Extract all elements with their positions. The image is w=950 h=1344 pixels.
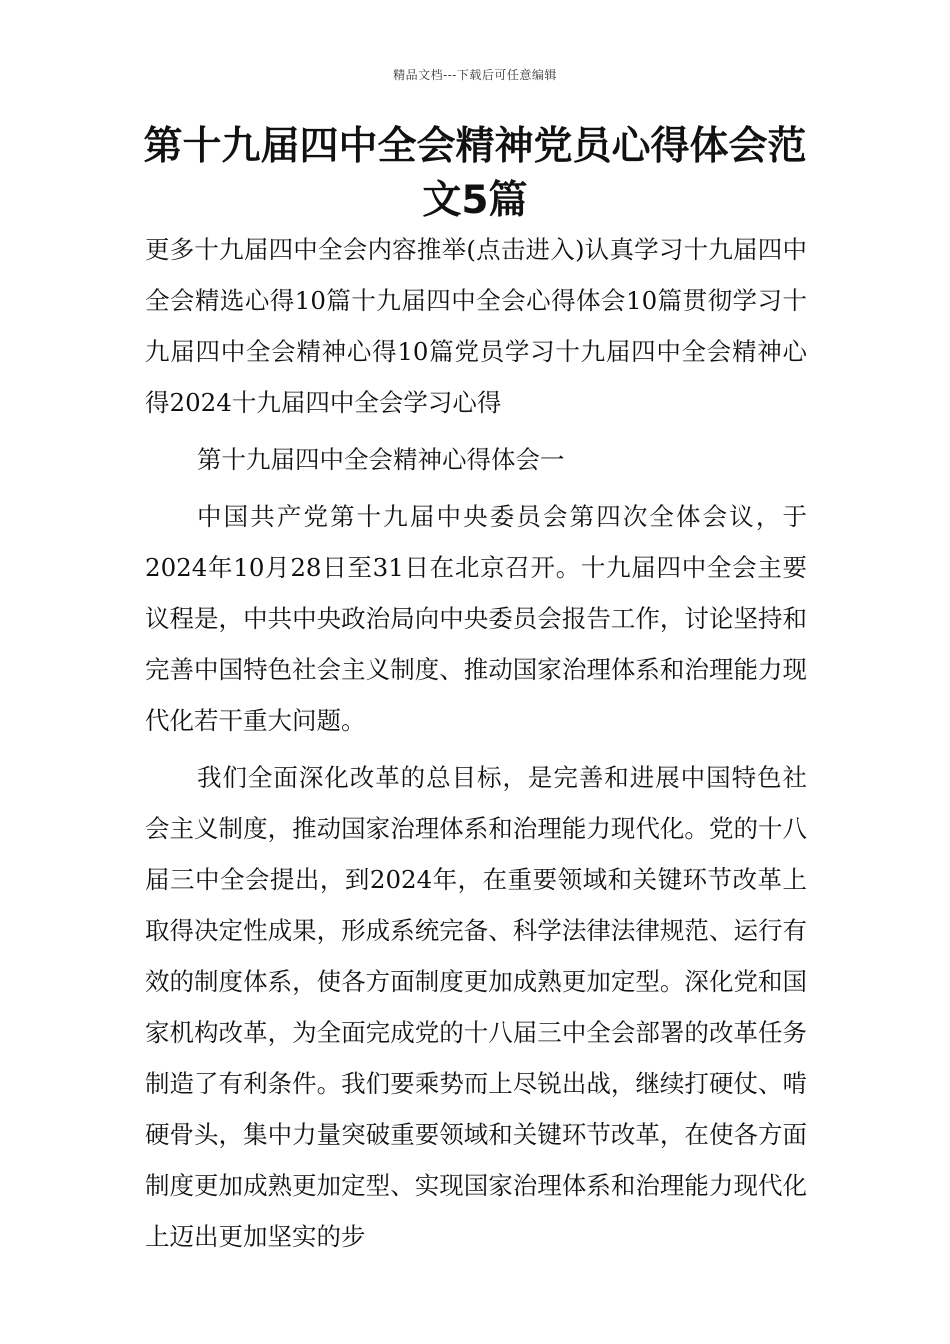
document-body [145, 224, 807, 1262]
body-paragraph: 我们全面深化改革的总目标，是完善和进展中国特色社会主义制度，推动国家治理体系和治理能力现代化。党的十八届三中全会提出，到2024年，在重要领域和关键环节改革上取得决定性成果，形成系统完备、科学法律法律规范、运行有效的制度体系，使各方面制度更加成熟更加定型。深化党和国家机构改革，为全面完成党的十八届三中全会部署的改革任务制造了有利条件。我们要乘势而上尽锐出战，继续打硬仗、啃硬骨头，集中力量突破重要领域和关键环节改革，在使各方面制度更加成熟更加定型、实现国家治理体系和治理能力现代化上迈出更加坚实的步 [145, 763, 807, 1251]
document-title: 第十九届四中全会精神党员心得体会范文5篇 [143, 124, 807, 223]
body-paragraph: 中国共产党第十九届中央委员会第四次全体会议，于2024年10月28日至31日在北京召开。十九届四中全会主要议程是，中共中央政治局向中央委员会报告工作，讨论坚持和完善中国特色社会主义制度、推动国家治理体系和治理能力现代化若干重大问题。 [145, 502, 807, 735]
section-heading: 第十九届四中全会精神心得体会一 [197, 445, 565, 474]
recommendation-paragraph: 更多十九届四中全会内容推举(点击进入)认真学习十九届四中全会精选心得10篇十九届四中全会心得体会10篇贯彻学习十九届四中全会精神心得10篇党员学习十九届四中全会精神心得2024十九届四中全会学习心得 [145, 235, 807, 417]
header-note: 精品文档---下载后可任意编辑 [393, 68, 557, 82]
